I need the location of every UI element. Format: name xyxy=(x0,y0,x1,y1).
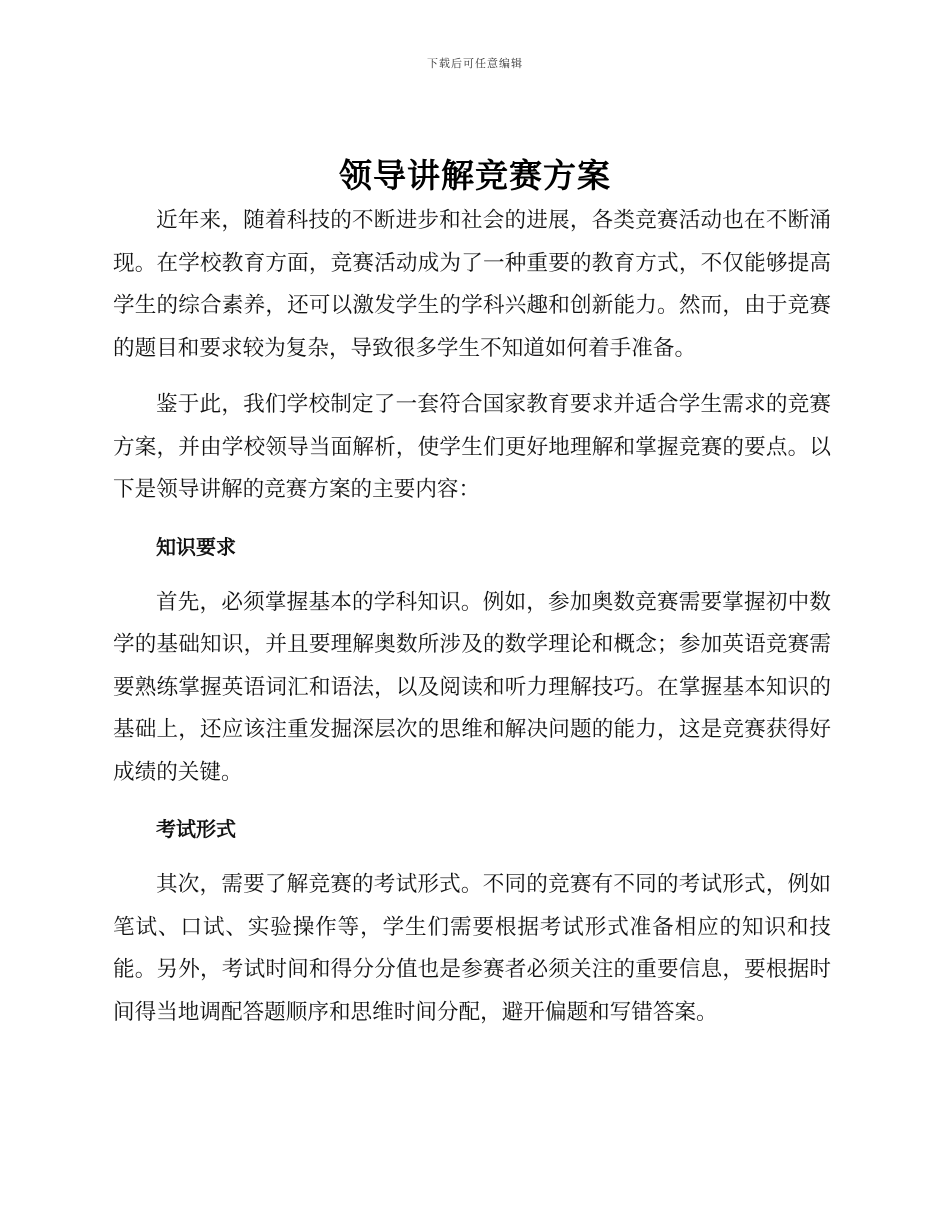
knowledge-paragraph: 首先，必须掌握基本的学科知识。例如，参加奥数竞赛需要掌握初中数学的基础知识，并且要理解奥数所涉及的数学理论和概念；参加英语竞赛需要熟练掌握英语词汇和语法，以及阅读和听力理解技巧。在掌握基本知识的基础上，还应该注重发掘深层次的思维和解决问题的能力，这是竞赛获得好成绩的关键。 xyxy=(113,589,831,785)
section-heading-knowledge: 知识要求 xyxy=(156,534,236,559)
header-note: 下载后可任意编辑 xyxy=(427,57,523,70)
exam-format-paragraph: 其次，需要了解竞赛的考试形式。不同的竞赛有不同的考试形式，例如笔试、口试、实验操作等，学生们需要根据考试形式准备相应的知识和技能。另外，考试时间和得分分值也是参赛者必须关注的重要信息，要根据时间得当地调配答题顺序和思维时间分配，避开偏题和写错答案。 xyxy=(113,872,831,1025)
document-title: 领导讲解竞赛方案 xyxy=(339,156,611,195)
section-heading-exam-format: 考试形式 xyxy=(156,817,236,841)
document-body xyxy=(113,200,831,1048)
plan-intro-paragraph: 鉴于此，我们学校制定了一套符合国家教育要求并适合学生需求的竞赛方案，并由学校领导当面解析，使学生们更好地理解和掌握竞赛的要点。以下是领导讲解的竞赛方案的主要内容： xyxy=(113,392,831,502)
intro-paragraph: 近年来，随着科技的不断进步和社会的进展，各类竞赛活动也在不断涌现。在学校教育方面，竞赛活动成为了一种重要的教育方式，不仅能够提高学生的综合素养，还可以激发学生的学科兴趣和创新能力。然而，由于竞赛的题目和要求较为复杂，导致很多学生不知道如何着手准备。 xyxy=(113,208,831,361)
